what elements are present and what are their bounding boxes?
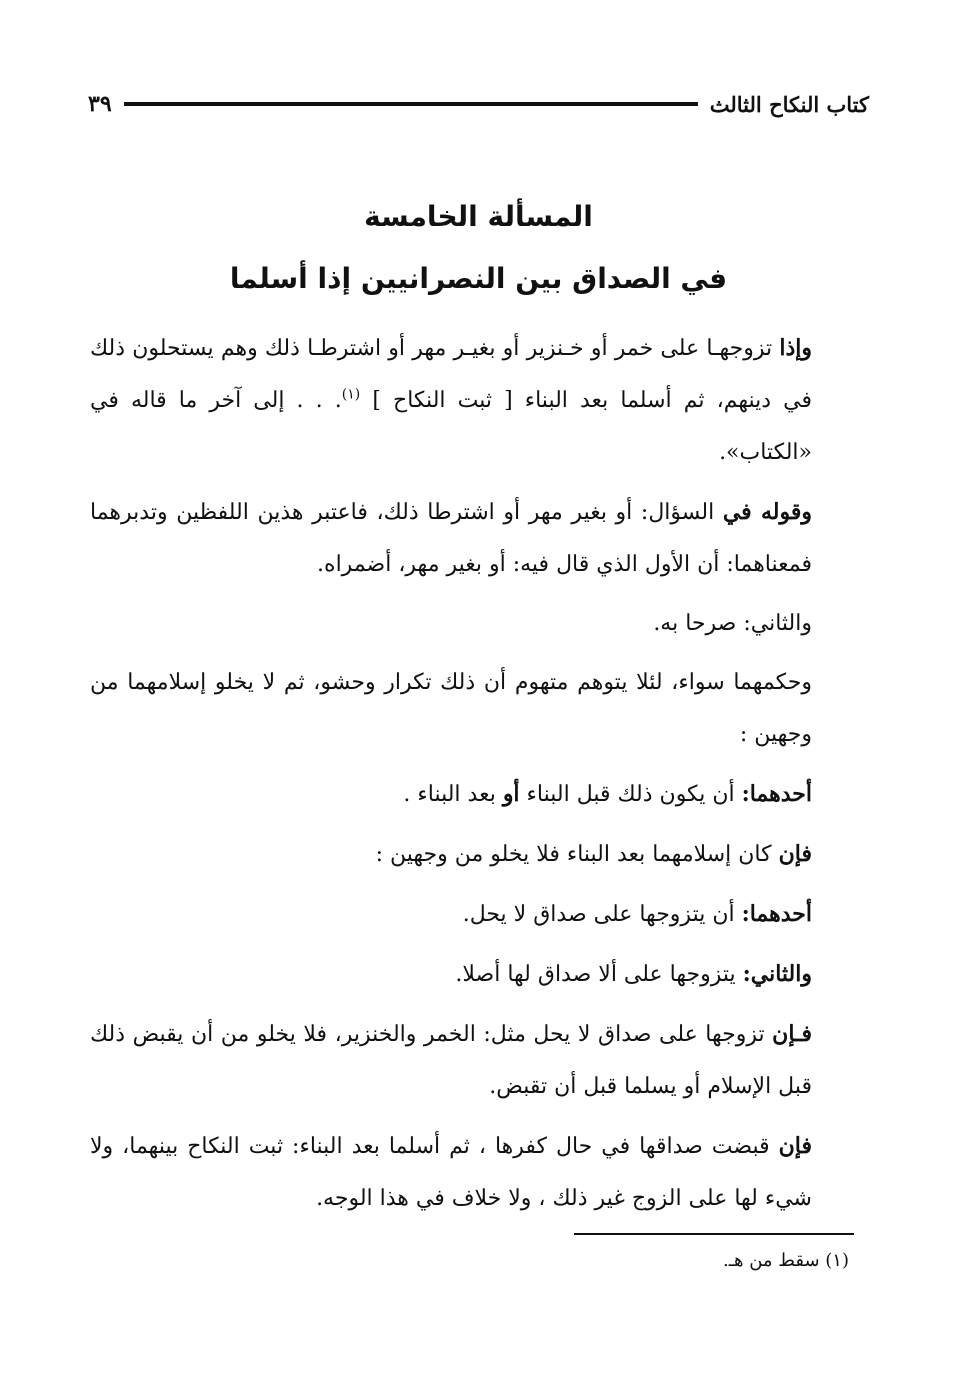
paragraph-2 [90, 486, 812, 591]
list-item [90, 768, 812, 821]
paragraph-5 [90, 1008, 812, 1113]
paragraph-text: وحكمهما سواء، لئلا يتوهم متهوم أن ذلك تكرار وحشو، ثم لا يخلو إسلامهما من وجهين : [90, 670, 812, 747]
section-subheading: في الصداق بين النصرانيين إذا أسلما [229, 262, 728, 295]
paragraph-text: تزوجها على صداق لا يحل مثل: الخمر والخنزير، فلا يخلو من أن يقبض ذلك قبل الإسلام أو يسلما قبل أن تقبض. [90, 1022, 812, 1099]
list-item [90, 888, 812, 941]
paragraph-text: أن يتزوجها على صداق لا يحل. [462, 902, 742, 927]
footnote: (١) سقط من هـ. [723, 1250, 849, 1271]
paragraph-text: والثاني: صرحا به. [653, 611, 812, 636]
section-heading: المسألة الخامسة [364, 200, 593, 233]
paragraph-text: . . . إلى آخر ما قاله في «الكتاب». [90, 388, 812, 465]
lead-word: فإن [778, 841, 812, 867]
paragraph-1 [90, 322, 812, 479]
lead-word: أحدهما: [741, 781, 812, 807]
running-header [88, 84, 869, 124]
paragraph-text: أن يكون ذلك قبل البناء [519, 782, 742, 807]
footnote-reference: (١) [341, 386, 361, 403]
list-item [90, 828, 812, 881]
running-title: كتاب النكاح الثالث [709, 91, 869, 117]
lead-word: فـإن [772, 1021, 812, 1047]
paragraph-text: بعد البناء . [403, 782, 503, 807]
paragraph-text: السؤال: أو بغير مهر أو اشترطا ذلك، فاعتبر هذين اللفظين وتدبرهما فمعناهما: أن الأول الذي قال فيه: أو بغير مهر، أضمراه. [90, 500, 812, 577]
paragraph-text: كان إسلامهما بعد البناء فلا يخلو من وجهين : [375, 842, 779, 867]
lead-word: وقوله في [722, 499, 812, 525]
lead-word: والثاني: [742, 961, 812, 987]
lead-word: وإذا [779, 335, 812, 361]
paragraph-text: تزوجهـا على خمر أو خـنزير أو بغيـر مهر أو اشترطـا ذلك وهم يستحلون ذلك في دينهم، ثم أسلما بعد البناء [ ثبت النكاح ] [90, 336, 812, 413]
paragraph-text: قبضت صداقها في حال كفرها ، ثم أسلما بعد البناء: ثبت النكاح بينهما، ولا شيء لها على الزوج غير ذلك ، ولا خلاف في هذا الوجه. [90, 1134, 812, 1211]
list-item [90, 948, 812, 1001]
paragraph-6 [90, 1120, 812, 1225]
paragraph-4 [90, 657, 812, 761]
lead-word: فإن [778, 1133, 812, 1159]
header-rule [124, 102, 698, 106]
lead-word: أحدهما: [741, 901, 812, 927]
footnote-divider [574, 1233, 854, 1235]
paragraph-text: يتزوجها على ألا صداق لها أصلا. [455, 962, 743, 987]
paragraph-3 [90, 598, 812, 650]
body-text [90, 322, 812, 1232]
page-number: ٣٩ [88, 91, 112, 117]
bold-word: أو [502, 781, 520, 807]
